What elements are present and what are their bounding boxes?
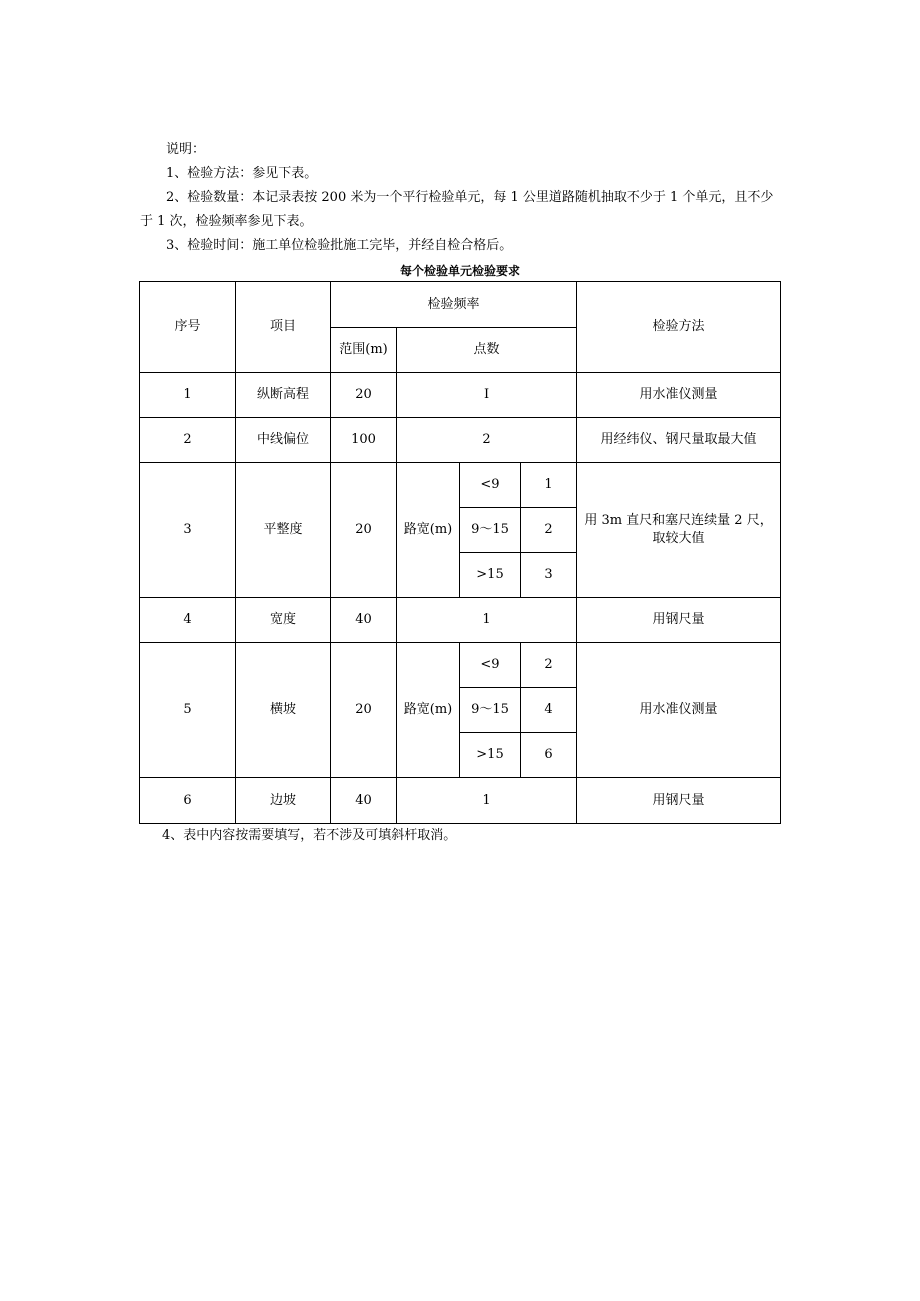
- cell-road-width-label: 路宽(m): [397, 463, 460, 598]
- table-row: [140, 643, 781, 688]
- header-frequency: 检验频率: [331, 282, 577, 328]
- cell-method: 用水准仪测量: [577, 643, 781, 778]
- cell-item: 宽度: [236, 598, 331, 643]
- cell-sub-points: 2: [521, 508, 577, 553]
- table-row: [140, 418, 781, 463]
- cell-item: 横坡: [236, 643, 331, 778]
- cell-method: 用经纬仪、钢尺量取最大值: [577, 418, 781, 463]
- cell-width-range: <9: [460, 463, 521, 508]
- cell-points: I: [397, 373, 577, 418]
- notes-section: [140, 138, 782, 258]
- cell-range: 40: [331, 598, 397, 643]
- footnote: 4、表中内容按需要填写，若不涉及可填斜杆取消。: [162, 828, 457, 843]
- cell-points: 1: [397, 598, 577, 643]
- cell-range: 20: [331, 643, 397, 778]
- cell-method: 用 3m 直尺和塞尺连续量 2 尺，取较大值: [577, 463, 781, 598]
- notes-heading: 说明：: [166, 142, 206, 157]
- cell-points: 2: [397, 418, 577, 463]
- cell-method: 用水准仪测量: [577, 373, 781, 418]
- cell-method: 用钢尺量: [577, 598, 781, 643]
- cell-item: 边坡: [236, 778, 331, 824]
- cell-range: 20: [331, 463, 397, 598]
- cell-method: 用钢尺量: [577, 778, 781, 824]
- header-points: 点数: [397, 328, 577, 373]
- note-item-2: 2、检验数量：本记录表按 200 米为一个平行检验单元，每 1 公里道路随机抽取不少于 1 个单元，且不少于 1 次，检验频率参见下表。: [140, 190, 774, 229]
- cell-road-width-label: 路宽(m): [397, 643, 460, 778]
- cell-item: 平整度: [236, 463, 331, 598]
- table-row: [140, 463, 781, 508]
- cell-seq: 4: [140, 598, 236, 643]
- cell-seq: 5: [140, 643, 236, 778]
- inspection-requirements-table: [139, 281, 781, 824]
- cell-width-range: 9～15: [460, 688, 521, 733]
- header-seq: 序号: [140, 282, 236, 373]
- cell-width-range: 9～15: [460, 508, 521, 553]
- cell-sub-points: 3: [521, 553, 577, 598]
- cell-width-range: >15: [460, 553, 521, 598]
- cell-sub-points: 2: [521, 643, 577, 688]
- cell-item: 中线偏位: [236, 418, 331, 463]
- cell-range: 100: [331, 418, 397, 463]
- cell-points: 1: [397, 778, 577, 824]
- cell-seq: 2: [140, 418, 236, 463]
- header-row-1: [140, 282, 781, 328]
- header-range: 范围(m): [331, 328, 397, 373]
- cell-range: 40: [331, 778, 397, 824]
- cell-range: 20: [331, 373, 397, 418]
- note-item-1: 1、检验方法：参见下表。: [166, 166, 318, 181]
- table-row: [140, 598, 781, 643]
- table-title: 每个检验单元检验要求: [399, 264, 520, 278]
- header-item: 项目: [236, 282, 331, 373]
- cell-sub-points: 1: [521, 463, 577, 508]
- cell-seq: 3: [140, 463, 236, 598]
- cell-width-range: >15: [460, 733, 521, 778]
- cell-sub-points: 6: [521, 733, 577, 778]
- cell-width-range: <9: [460, 643, 521, 688]
- cell-item: 纵断高程: [236, 373, 331, 418]
- cell-seq: 1: [140, 373, 236, 418]
- table-row: [140, 778, 781, 824]
- cell-seq: 6: [140, 778, 236, 824]
- table-row: [140, 373, 781, 418]
- cell-sub-points: 4: [521, 688, 577, 733]
- note-item-3: 3、检验时间：施工单位检验批施工完毕，并经自检合格后。: [166, 238, 513, 253]
- header-method: 检验方法: [577, 282, 781, 373]
